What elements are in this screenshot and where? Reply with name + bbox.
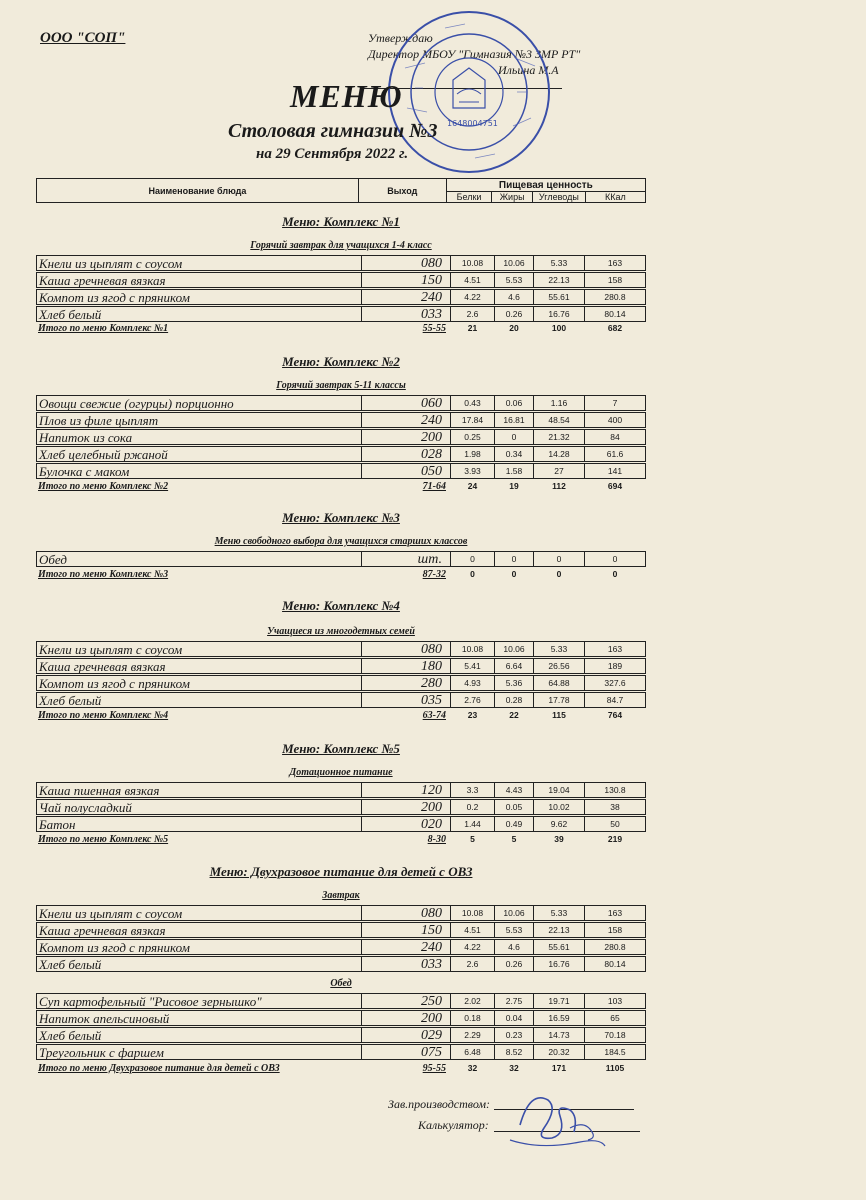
dish-name: Овощи свежие (огурцы) порционно	[36, 395, 362, 411]
table-row	[36, 922, 646, 938]
total-label: Итого по меню Комплекс №2	[38, 481, 169, 492]
protein-value: 2.6	[450, 956, 495, 972]
total-fat: 20	[509, 323, 519, 333]
protein-value: 2.02	[450, 993, 495, 1009]
kcal-value: 141	[584, 463, 646, 479]
dish-name: Кнели из цыплят с соусом	[36, 641, 362, 657]
dish-name: Плов из филе цыплят	[36, 412, 362, 428]
table-row	[36, 395, 646, 411]
dish-output: 240	[361, 289, 451, 305]
total-kcal: 682	[607, 323, 623, 333]
production-manager-label: Зав.производством:	[388, 1097, 491, 1111]
carbs-value: 64.88	[533, 675, 585, 691]
protein-value: 4.22	[450, 289, 495, 305]
table-row	[36, 799, 646, 815]
carbs-value: 22.13	[533, 922, 585, 938]
protein-value: 4.51	[450, 272, 495, 288]
total-output: 63-74	[422, 710, 446, 721]
carbs-value: 1.16	[533, 395, 585, 411]
section-title: Меню: Комплекс №3	[282, 510, 400, 525]
fat-value: 10.06	[494, 641, 534, 657]
kcal-value: 50	[584, 816, 646, 832]
dish-output: 180	[361, 658, 451, 674]
dish-output: 050	[361, 463, 451, 479]
table-row	[36, 1010, 646, 1026]
protein-value: 2.6	[450, 306, 495, 322]
kcal-value: 70.18	[584, 1027, 646, 1043]
table-row	[36, 1044, 646, 1060]
protein-value: 10.08	[450, 905, 495, 921]
total-protein: 0	[470, 569, 475, 579]
protein-value: 4.51	[450, 922, 495, 938]
kcal-value: 280.8	[584, 289, 646, 305]
table-row	[36, 956, 646, 972]
table-row	[36, 658, 646, 674]
protein-value: 1.44	[450, 816, 495, 832]
carbs-value: 5.33	[533, 641, 585, 657]
protein-value: 2.76	[450, 692, 495, 708]
protein-value: 0	[450, 551, 495, 567]
protein-value: 4.93	[450, 675, 495, 691]
kcal-value: 80.14	[584, 956, 646, 972]
total-carbs: 100	[551, 323, 567, 333]
dish-output: 028	[361, 446, 451, 462]
kcal-value: 84	[584, 429, 646, 445]
fat-value: 10.06	[494, 905, 534, 921]
fat-value: 0.49	[494, 816, 534, 832]
total-carbs: 115	[552, 710, 566, 720]
carbs-value: 19.04	[533, 782, 585, 798]
dish-name: Обед	[36, 551, 362, 567]
total-output: 71-64	[422, 481, 446, 492]
menu-date: на 29 Сентября 2022 г.	[256, 146, 409, 162]
dish-name: Хлеб белый	[36, 956, 362, 972]
total-label: Итого по меню Комплекс №1	[38, 323, 169, 334]
table-row	[36, 675, 646, 691]
dish-name: Каша гречневая вязкая	[36, 658, 362, 674]
dish-output: 035	[361, 692, 451, 708]
table-row	[36, 412, 646, 428]
kcal-value: 189	[584, 658, 646, 674]
dish-name: Компот из ягод с пряником	[36, 289, 362, 305]
carbs-value: 0	[533, 551, 585, 567]
carbs-value: 22.13	[533, 272, 585, 288]
fat-value: 5.53	[494, 272, 534, 288]
table-header	[36, 178, 646, 203]
carbs-value: 21.32	[533, 429, 585, 445]
dish-name: Кнели из цыплят с соусом	[36, 905, 362, 921]
carbs-value: 10.02	[533, 799, 585, 815]
dish-output: 080	[361, 905, 451, 921]
protein-value: 10.08	[450, 255, 495, 271]
total-fat: 22	[509, 710, 519, 720]
section-subtitle: Учащиеся из многодетных семей	[267, 626, 415, 637]
kcal-value: 0	[584, 551, 646, 567]
dish-name: Напиток из сока	[36, 429, 362, 445]
carbs-value: 16.59	[533, 1010, 585, 1026]
page-title: МЕНЮ	[290, 78, 403, 114]
handwritten-signature	[500, 1080, 610, 1155]
section-total	[36, 481, 646, 495]
protein-value: 5.41	[450, 658, 495, 674]
fat-value: 2.75	[494, 993, 534, 1009]
section-subtitle: Горячий завтрак 5-11 классы	[276, 380, 406, 391]
table-row	[36, 272, 646, 288]
total-protein: 23	[467, 710, 478, 720]
fat-value: 4.6	[494, 939, 534, 955]
table-row	[36, 446, 646, 462]
table-row	[36, 463, 646, 479]
section-subtitle: Горячий завтрак для учащихся 1-4 класс	[250, 240, 432, 251]
dish-output: 150	[361, 922, 451, 938]
section-title: Меню: Комплекс №4	[282, 598, 400, 613]
dish-output: шт.	[361, 551, 451, 567]
kcal-value: 103	[584, 993, 646, 1009]
protein-value: 0.25	[450, 429, 495, 445]
dish-output: 200	[361, 429, 451, 445]
carbs-value: 5.33	[533, 905, 585, 921]
total-protein: 24	[467, 481, 478, 491]
section-total	[36, 834, 646, 848]
fat-value: 10.06	[494, 255, 534, 271]
table-row	[36, 551, 646, 567]
dish-name: Хлеб белый	[36, 306, 362, 322]
carbs-value: 16.76	[533, 956, 585, 972]
section-total	[36, 710, 646, 724]
kcal-value: 61.6	[584, 446, 646, 462]
total-kcal: 219	[607, 834, 623, 844]
fat-value: 4.6	[494, 289, 534, 305]
carbs-value: 9.62	[533, 816, 585, 832]
director-name: Ильина М.А	[498, 63, 559, 77]
dish-name: Булочка с маком	[36, 463, 362, 479]
total-label: Итого по меню Двухразовое питание для детей с ОВЗ	[38, 1063, 280, 1074]
director-title: Директор МБОУ "Гимназия №3 ЗМР РТ"	[368, 47, 581, 61]
fat-value: 0.26	[494, 306, 534, 322]
table-row	[36, 306, 646, 322]
table-row	[36, 782, 646, 798]
fat-value: 6.64	[494, 658, 534, 674]
total-label: Итого по меню Комплекс №5	[38, 834, 169, 845]
total-label: Итого по меню Комплекс №3	[38, 569, 169, 580]
dish-name: Треугольник с фаршем	[36, 1044, 362, 1060]
protein-value: 0.43	[450, 395, 495, 411]
dish-output: 120	[361, 782, 451, 798]
dish-name: Хлеб белый	[36, 692, 362, 708]
total-output: 8-30	[427, 834, 446, 845]
column-protein-header: Белки	[446, 192, 492, 203]
total-label: Итого по меню Комплекс №4	[38, 710, 169, 721]
section-subtitle: Дотационное питание	[289, 767, 393, 778]
kcal-value: 280.8	[584, 939, 646, 955]
dish-output: 033	[361, 306, 451, 322]
protein-value: 3.3	[450, 782, 495, 798]
table-row	[36, 816, 646, 832]
dish-output: 080	[361, 255, 451, 271]
column-kcal-header: ККал	[585, 192, 645, 203]
dish-output: 240	[361, 412, 451, 428]
fat-value: 0	[494, 429, 534, 445]
table-row	[36, 289, 646, 305]
dish-output: 200	[361, 1010, 451, 1026]
dish-name: Каша гречневая вязкая	[36, 272, 362, 288]
table-row	[36, 939, 646, 955]
protein-value: 17.84	[450, 412, 495, 428]
dish-name: Напиток апельсиновый	[36, 1010, 362, 1026]
kcal-value: 7	[584, 395, 646, 411]
total-output: 87-32	[422, 569, 446, 580]
total-carbs: 112	[552, 481, 566, 491]
kcal-value: 80.14	[584, 306, 646, 322]
total-kcal: 1105	[605, 1063, 625, 1073]
carbs-value: 14.28	[533, 446, 585, 462]
carbs-value: 55.61	[533, 939, 585, 955]
carbs-value: 55.61	[533, 289, 585, 305]
protein-value: 1.98	[450, 446, 495, 462]
fat-value: 0.06	[494, 395, 534, 411]
kcal-value: 184.5	[584, 1044, 646, 1060]
protein-value: 4.22	[450, 939, 495, 955]
column-carbs-header: Углеводы	[532, 192, 585, 203]
carbs-value: 19.71	[533, 993, 585, 1009]
column-name-header: Наименование блюда	[37, 179, 359, 203]
official-stamp	[385, 8, 553, 176]
total-carbs: 171	[551, 1063, 567, 1073]
total-carbs: 0	[556, 569, 562, 579]
section-title: Меню: Комплекс №2	[282, 354, 400, 369]
protein-value: 6.48	[450, 1044, 495, 1060]
fat-value: 0.34	[494, 446, 534, 462]
carbs-value: 5.33	[533, 255, 585, 271]
column-fat-header: Жиры	[492, 192, 533, 203]
protein-value: 10.08	[450, 641, 495, 657]
section-title: Меню: Комплекс №5	[282, 741, 400, 756]
total-fat: 0	[511, 569, 517, 579]
table-row	[36, 993, 646, 1009]
fat-value: 0.26	[494, 956, 534, 972]
total-protein: 5	[470, 834, 475, 844]
carbs-value: 48.54	[533, 412, 585, 428]
section-total	[36, 1063, 646, 1077]
dish-name: Батон	[36, 816, 362, 832]
fat-value: 0.04	[494, 1010, 534, 1026]
carbs-value: 16.76	[533, 306, 585, 322]
total-protein: 32	[467, 1063, 478, 1073]
page-subtitle: Столовая гимназии №3	[228, 120, 438, 142]
dish-name: Суп картофельный "Рисовое зернышко"	[36, 993, 362, 1009]
dish-name: Кнели из цыплят с соусом	[36, 255, 362, 271]
section-title: Меню: Комплекс №1	[282, 214, 400, 229]
table-row	[36, 692, 646, 708]
fat-value: 5.36	[494, 675, 534, 691]
dish-name: Компот из ягод с пряником	[36, 675, 362, 691]
kcal-value: 163	[584, 641, 646, 657]
kcal-value: 84.7	[584, 692, 646, 708]
kcal-value: 65	[584, 1010, 646, 1026]
total-kcal: 764	[607, 710, 623, 720]
dish-output: 033	[361, 956, 451, 972]
carbs-value: 27	[533, 463, 585, 479]
dish-name: Чай полусладкий	[36, 799, 362, 815]
kcal-value: 400	[584, 412, 646, 428]
section-subtitle-2: Обед	[330, 978, 352, 989]
protein-value: 2.29	[450, 1027, 495, 1043]
dish-output: 060	[361, 395, 451, 411]
carbs-value: 26.56	[533, 658, 585, 674]
dish-output: 200	[361, 799, 451, 815]
approved-label: Утверждаю	[368, 31, 433, 45]
total-kcal: 0	[612, 569, 618, 579]
carbs-value: 20.32	[533, 1044, 585, 1060]
carbs-value: 17.78	[533, 692, 585, 708]
section-title: Меню: Двухразовое питание для детей с ОВЗ	[209, 864, 473, 879]
kcal-value: 130.8	[584, 782, 646, 798]
section-subtitle: Завтрак	[322, 890, 360, 901]
dish-name: Хлеб белый	[36, 1027, 362, 1043]
dish-output: 280	[361, 675, 451, 691]
protein-value: 3.93	[450, 463, 495, 479]
kcal-value: 38	[584, 799, 646, 815]
protein-value: 0.18	[450, 1010, 495, 1026]
column-nutrition-header: Пищевая ценность	[446, 179, 645, 192]
dish-name: Каша пшенная вязкая	[36, 782, 362, 798]
section-subtitle: Меню свободного выбора для учащихся старших классов	[214, 536, 468, 547]
organization-name: ООО "СОП"	[40, 30, 126, 46]
protein-value: 0.2	[450, 799, 495, 815]
total-output: 55-55	[422, 323, 446, 334]
dish-name: Хлеб целебный ржаной	[36, 446, 362, 462]
dish-output: 080	[361, 641, 451, 657]
dish-output: 020	[361, 816, 451, 832]
total-protein: 21	[467, 323, 478, 333]
table-row	[36, 255, 646, 271]
table-row	[36, 429, 646, 445]
section-total	[36, 569, 646, 583]
fat-value: 0	[494, 551, 534, 567]
fat-value: 8.52	[494, 1044, 534, 1060]
carbs-value: 14.73	[533, 1027, 585, 1043]
total-output: 95-55	[422, 1063, 446, 1074]
kcal-value: 163	[584, 905, 646, 921]
dish-name: Компот из ягод с пряником	[36, 939, 362, 955]
total-carbs: 39	[554, 834, 564, 844]
kcal-value: 158	[584, 272, 646, 288]
total-kcal: 694	[607, 481, 623, 491]
kcal-value: 163	[584, 255, 646, 271]
table-row	[36, 905, 646, 921]
section-total	[36, 323, 646, 337]
column-output-header: Выход	[358, 179, 446, 203]
stamp-number: 1648004751	[447, 119, 498, 128]
total-fat: 5	[511, 834, 517, 844]
fat-value: 4.43	[494, 782, 534, 798]
fat-value: 1.58	[494, 463, 534, 479]
dish-output: 075	[361, 1044, 451, 1060]
fat-value: 0.05	[494, 799, 534, 815]
calculator-label: Калькулятор:	[418, 1118, 489, 1132]
fat-value: 16.81	[494, 412, 534, 428]
total-fat: 19	[509, 481, 519, 491]
fat-value: 5.53	[494, 922, 534, 938]
dish-output: 150	[361, 272, 451, 288]
dish-output: 250	[361, 993, 451, 1009]
dish-output: 029	[361, 1027, 451, 1043]
kcal-value: 158	[584, 922, 646, 938]
table-row	[36, 641, 646, 657]
dish-output: 240	[361, 939, 451, 955]
table-row	[36, 1027, 646, 1043]
dish-name: Каша гречневая вязкая	[36, 922, 362, 938]
kcal-value: 327.6	[584, 675, 646, 691]
fat-value: 0.23	[494, 1027, 534, 1043]
fat-value: 0.28	[494, 692, 534, 708]
total-fat: 32	[509, 1063, 519, 1073]
